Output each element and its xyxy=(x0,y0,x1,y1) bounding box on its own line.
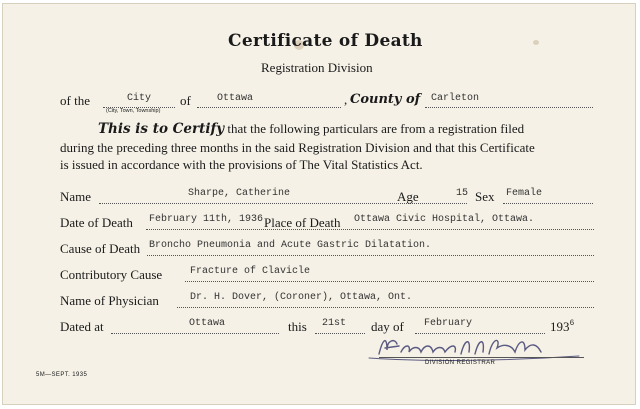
dated-at-underline xyxy=(111,333,279,334)
sex-value: Female xyxy=(506,188,543,199)
contributory-cause-label: Contributory Cause xyxy=(60,267,163,282)
sex-label: Sex xyxy=(475,189,495,204)
statement-line-2: during the preceding three months in the said Registration Division and that this Certificate xyxy=(60,139,535,155)
dated-at-value: Ottawa xyxy=(189,318,226,329)
municipality-value: Ottawa xyxy=(217,93,254,104)
comma: , xyxy=(344,92,348,107)
form-code: 5M—SEPT. 1935 xyxy=(36,372,88,378)
date-of-death-underline xyxy=(146,229,594,230)
statement-line-1: This is to Certify that the following particulars are from a registration filed xyxy=(98,121,525,137)
death-certificate xyxy=(2,3,636,405)
certification-statement xyxy=(60,120,535,174)
contributory-cause-value: Fracture of Clavicle xyxy=(190,266,311,277)
county-underline xyxy=(425,107,593,108)
this-is-to-certify: This is to Certify xyxy=(98,121,225,137)
contributory-cause-underline xyxy=(185,281,594,282)
certificate-title: Certificate of Death xyxy=(228,31,423,51)
division-registrar-label: DIVISION REGISTRAR xyxy=(425,360,496,366)
this-label: this xyxy=(288,319,307,334)
day-value: 21st xyxy=(322,318,347,329)
sex-underline xyxy=(503,203,593,204)
physician-value: Dr. H. Dover, (Coroner), Ottawa, Ont. xyxy=(190,292,413,303)
statement-line-3: is issued in accordance with the provisions of The Vital Statistics Act. xyxy=(60,157,423,172)
cause-of-death-value: Broncho Pneumonia and Acute Gastric Dilatation. xyxy=(149,240,432,251)
year-value: $193^6$ xyxy=(550,319,575,334)
dated-at-label: Dated at xyxy=(60,319,104,334)
of-the-label: of the xyxy=(60,93,90,108)
date-of-death-label: Date of Death xyxy=(60,215,133,230)
day-of-label: day of xyxy=(371,319,404,334)
place-of-death-value: Ottawa Civic Hospital, Ottawa. xyxy=(354,214,535,225)
date-of-death-value: February 11th, 1936 xyxy=(149,214,264,225)
physician-label: Name of Physician xyxy=(60,293,159,308)
signature-line xyxy=(379,357,584,358)
county-label: County of xyxy=(350,92,421,107)
day-underline xyxy=(315,333,365,334)
name-value: Sharpe, Catherine xyxy=(188,188,291,199)
place-underline xyxy=(197,107,341,108)
cause-of-death-label: Cause of Death xyxy=(60,241,141,256)
registrar-signature xyxy=(365,330,585,364)
age-value: 15 xyxy=(456,188,469,199)
physician-underline xyxy=(177,307,594,308)
municipality-type-value: City xyxy=(127,93,152,104)
age-label: Age xyxy=(397,189,419,204)
name-label: Name xyxy=(60,189,92,204)
of-label: of xyxy=(180,93,191,108)
county-value: Carleton xyxy=(431,93,480,104)
paper-stain xyxy=(533,40,539,45)
registration-division-heading: Registration Division xyxy=(261,60,373,75)
cause-of-death-underline xyxy=(147,255,594,256)
place-of-death-label: Place of Death xyxy=(264,215,341,230)
month-value: February xyxy=(424,318,473,329)
municipality-type-hint: (City, Town, Township) xyxy=(106,108,161,114)
